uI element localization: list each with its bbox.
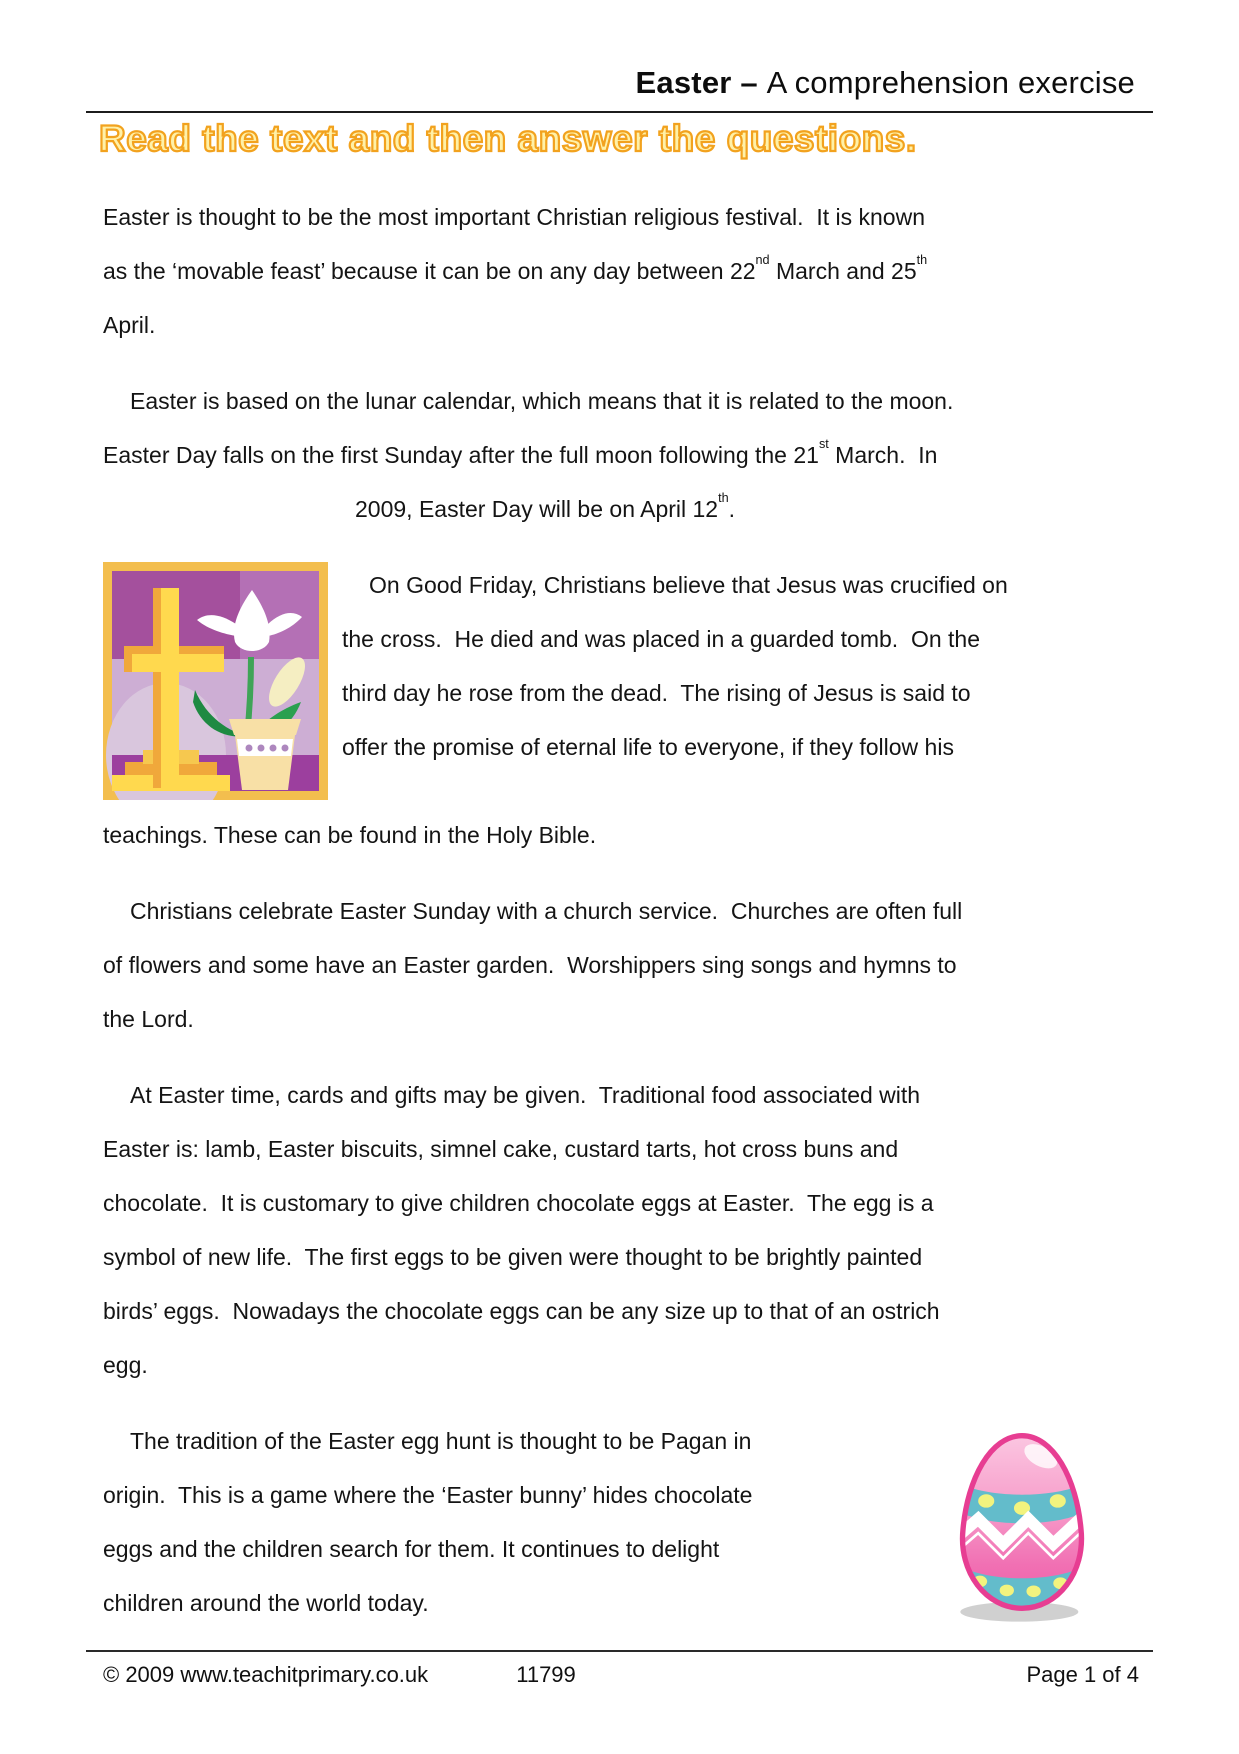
ordinal-superscript: th <box>718 491 729 506</box>
text-line: Easter is thought to be the most important Christian religious festival. It is known <box>103 204 925 230</box>
text-line: children around the world today. <box>103 1590 429 1616</box>
footer-divider <box>86 1650 1153 1652</box>
ordinal-superscript: st <box>818 437 829 452</box>
text-line: of flowers and some have an Easter garden. Worshippers sing songs and hymns to <box>103 952 957 978</box>
document-title-bold: Easter – <box>635 65 767 100</box>
text-line: as the ‘movable feast’ because it can be on any day between 22nd March and 25th <box>103 253 928 284</box>
text-line: On Good Friday, Christians believe that Jesus was crucified on <box>369 572 1008 598</box>
easter-egg-image <box>946 1422 1098 1630</box>
text-line: third day he rose from the dead. The rising of Jesus is said to <box>342 680 971 706</box>
instruction-heading: Read the text and then answer the questions. <box>99 118 917 159</box>
text-line: origin. This is a game where the ‘Easter bunny’ hides chocolate <box>103 1482 753 1508</box>
text-line: birds’ eggs. Nowadays the chocolate eggs can be any size up to that of an ostrich <box>103 1298 940 1324</box>
paragraph-4 <box>103 884 1138 1046</box>
text-line: chocolate. It is customary to give children chocolate eggs at Easter. The egg is a <box>103 1190 934 1216</box>
text-line: symbol of new life. The first eggs to be given were thought to be brightly painted <box>103 1244 923 1270</box>
footer-copyright: © 2009 www.teachitprimary.co.uk <box>103 1662 429 1687</box>
text-line: Easter Day falls on the first Sunday after the full moon following the 21st March. In <box>103 437 938 468</box>
text-line: eggs and the children search for them. It continues to delight <box>103 1536 720 1562</box>
text-line: Easter is based on the lunar calendar, which means that it is related to the moon. <box>130 388 954 414</box>
paragraph-3 <box>103 558 1138 862</box>
ordinal-superscript: th <box>916 253 928 268</box>
text-line: The tradition of the Easter egg hunt is thought to be Pagan in <box>130 1428 752 1454</box>
ordinal-superscript: nd <box>755 253 770 268</box>
cross-and-lily-image <box>103 562 328 800</box>
text-line: Easter is: lamb, Easter biscuits, simnel cake, custard tarts, hot cross buns and <box>103 1136 899 1162</box>
text-line: the Lord. <box>103 1006 194 1032</box>
paragraph-6 <box>103 1414 1138 1630</box>
document-title-rest: A comprehension exercise <box>766 65 1135 100</box>
text-line: April. <box>103 312 156 338</box>
text-line: teachings. These can be found in the Holy Bible. <box>103 822 597 848</box>
text-line: Christians celebrate Easter Sunday with a church service. Churches are often full <box>130 898 963 924</box>
paragraph-5 <box>103 1068 1138 1392</box>
paragraph-2 <box>103 374 1138 536</box>
footer-doc-id: 11799 <box>516 1662 576 1687</box>
text-line: 2009, Easter Day will be on April 12th. <box>355 491 736 522</box>
text-line: egg. <box>103 1352 148 1378</box>
text-line: At Easter time, cards and gifts may be given. Traditional food associated with <box>130 1082 921 1108</box>
footer-page-number: Page 1 of 4 <box>1026 1662 1140 1687</box>
text-line: the cross. He died and was placed in a guarded tomb. On the <box>342 626 980 652</box>
paragraph-1 <box>103 190 1138 352</box>
reading-text <box>103 190 1138 1630</box>
header-divider <box>86 111 1153 113</box>
text-line: offer the promise of eternal life to everyone, if they follow his <box>342 734 954 760</box>
footer <box>103 1660 1139 1690</box>
document-title <box>636 66 1135 100</box>
